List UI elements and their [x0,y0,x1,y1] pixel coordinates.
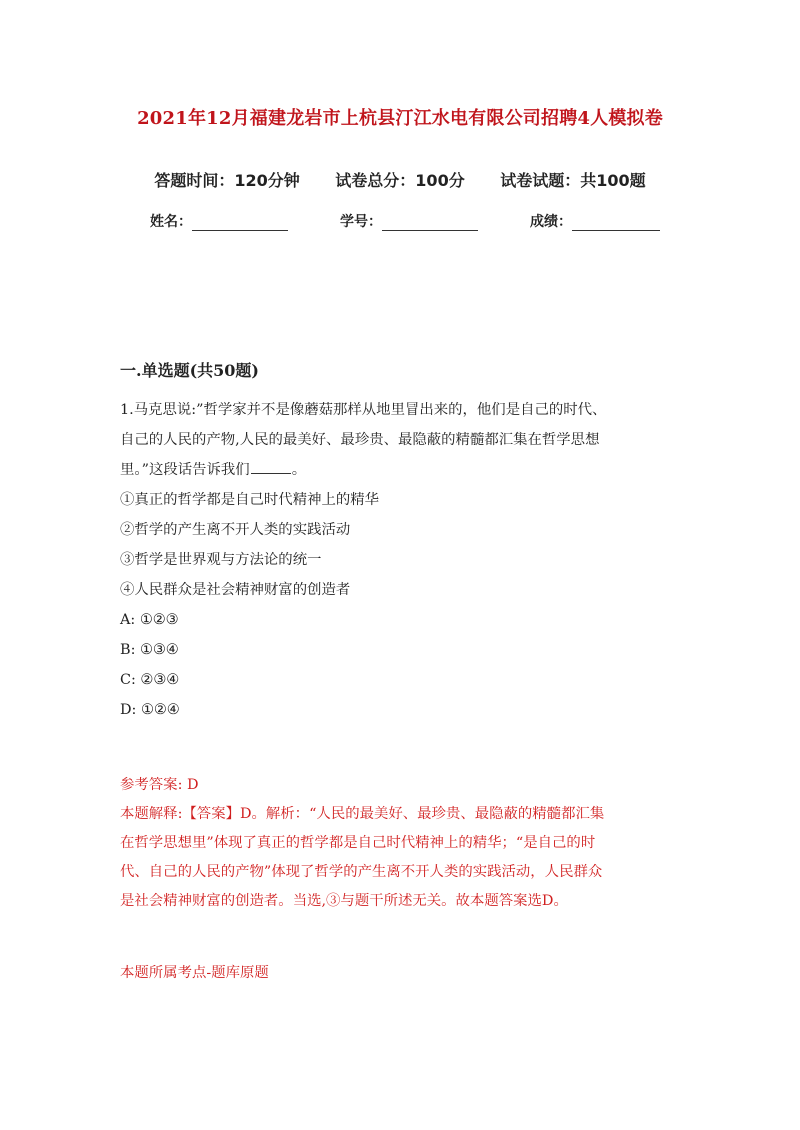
page-title: 2021年12月福建龙岩市上杭县汀江水电有限公司招聘4人模拟卷 [137,108,663,129]
statement-item: ④人民群众是社会精神财富的创造者 [120,582,351,598]
name-label: 姓名： [150,214,192,230]
reference-answer: 参考答案: D [120,777,199,793]
name-blank[interactable] [192,214,288,231]
exam-question-count: 试卷试题：共100题 [500,171,646,190]
topic-note: 本题所属考点-题库原题 [120,965,269,981]
score-field[interactable] [530,211,660,231]
exam-time: 答题时间：120分钟 [154,171,300,190]
student-id-field[interactable] [340,211,530,231]
option-c[interactable]: C: ②③④ [120,672,180,688]
option-b[interactable]: B: ①③④ [120,642,179,658]
name-field[interactable] [150,211,340,231]
score-label: 成绩： [530,214,572,230]
student-info [150,211,690,231]
statement-item: ②哲学的产生离不开人类的实践活动 [120,522,351,538]
explanation-line: 代、自己的人民的产物”体现了哲学的产生离不开人类的实践活动，人民群众 [120,864,603,880]
option-d[interactable]: D: ①②④ [120,702,180,718]
student-id-label: 学号： [340,214,382,230]
question-1 [120,395,680,725]
question-stem-text: 里。”这段话告诉我们 [120,462,250,478]
question-stem-text: 。 [291,462,307,478]
option-a[interactable]: A: ①②③ [120,612,179,628]
statement-item: ①真正的哲学都是自己时代精神上的精华 [120,492,380,508]
explanation-line: 在哲学思想里”体现了真正的哲学都是自己时代精神上的精华；“是自己的时 [120,835,596,851]
question-stem-line: 自己的人民的产物,人民的最美好、最珍贵、最隐蔽的精髓都汇集在哲学思想 [120,432,600,448]
exam-meta [0,168,800,191]
section-title: 一.单选题(共50题) [120,361,259,380]
explanation-line: 本题解释:【答案】D。解析：“人民的最美好、最珍贵、最隐蔽的精髓都汇集 [120,806,605,822]
score-blank[interactable] [572,214,660,231]
exam-total-score: 试卷总分：100分 [335,171,465,190]
explanation-line: 是社会精神财富的创造者。当选,③与题干所述无关。故本题答案选D。 [120,893,568,909]
fill-in-blank [251,459,291,474]
statement-item: ③哲学是世界观与方法论的统一 [120,552,322,568]
student-id-blank[interactable] [382,214,478,231]
question-stem-line: 1.马克思说:”哲学家并不是像蘑菇那样从地里冒出来的，他们是自己的时代、 [120,402,607,418]
question-stem-line [120,455,680,485]
answer-block [120,771,680,916]
